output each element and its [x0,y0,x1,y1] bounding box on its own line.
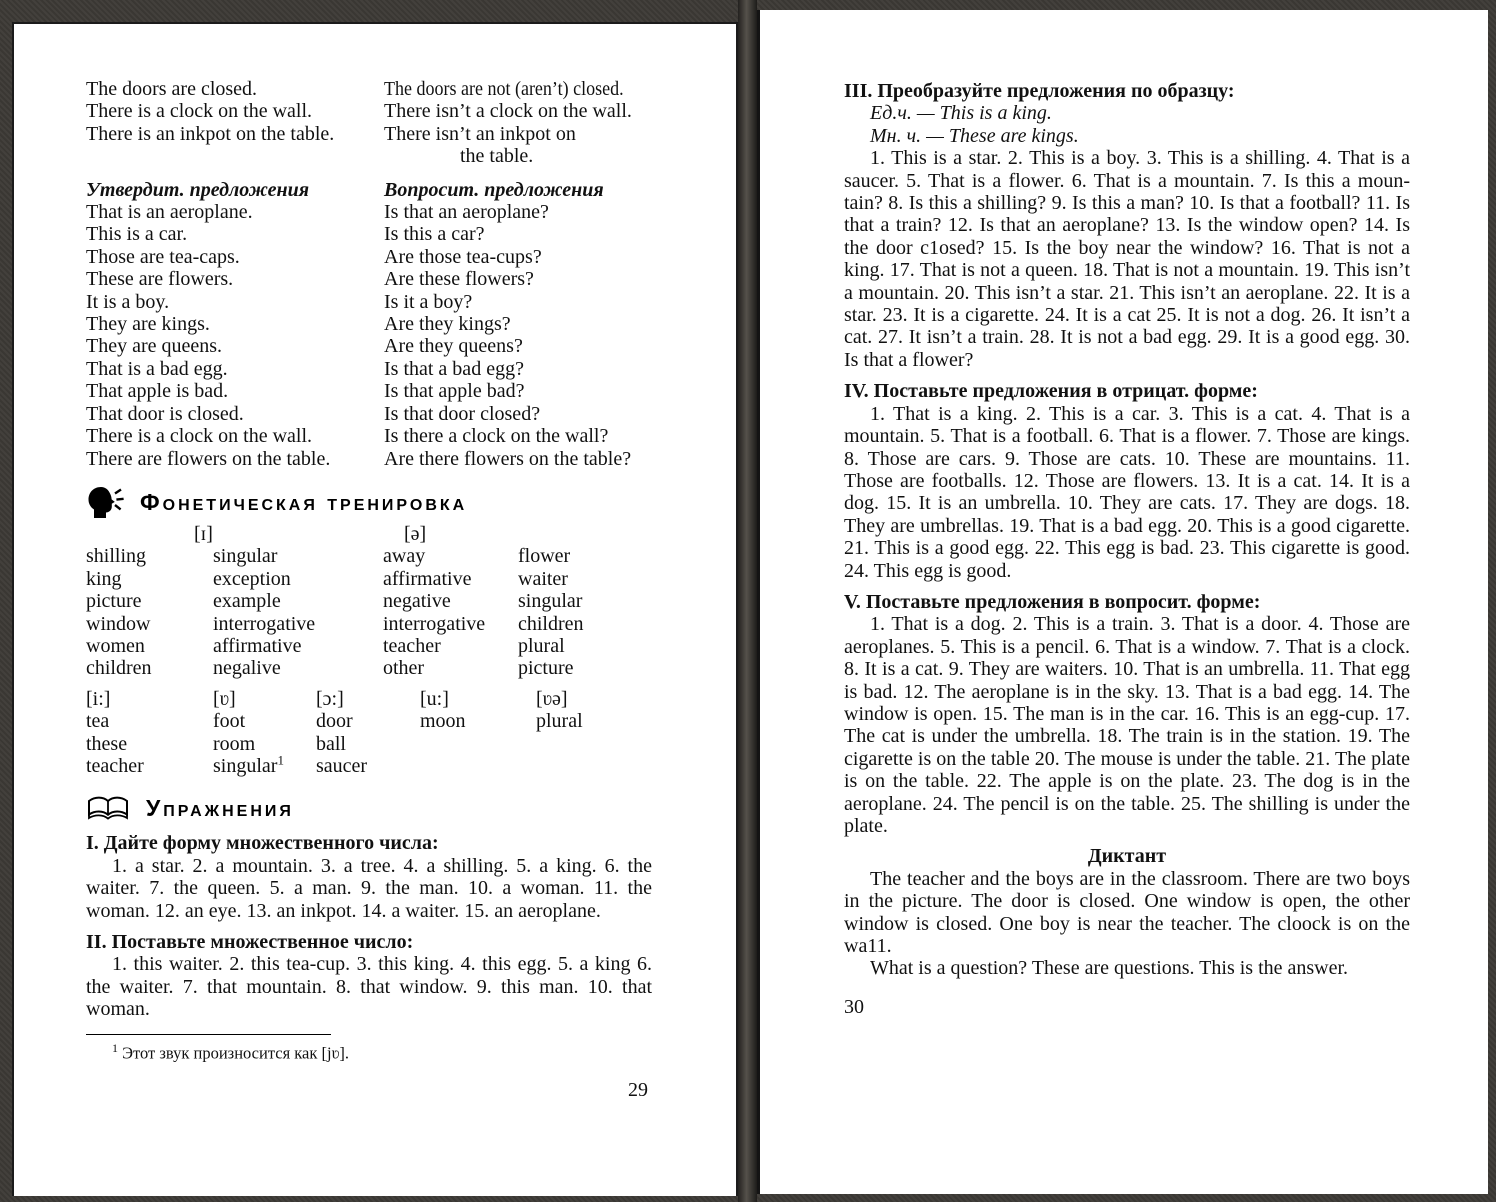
phonetic-word: example [213,590,281,613]
dictation-paragraph: What is a question? These are questions. This is the answer. [870,957,1349,980]
sentence-affirmative: These are flowers. [86,268,234,291]
sentence-affirmative: That door is closed. [86,402,244,425]
phonetic-column [383,545,518,679]
phonetic-column [420,688,536,778]
phonetic-word: picture [86,590,142,613]
phonetic-word: foot [213,710,246,733]
sentence-interrogative: Are they kings? [384,313,511,336]
sentence-line: There isn’t an inkpot on [384,122,576,145]
phonetic-word: negalive [213,657,281,680]
phonetic-column [518,545,584,679]
exercises-right [844,80,1410,837]
sentence-affirmative: They are queens. [86,335,223,358]
phonetic-word: children [518,612,584,635]
phonetic-word: room [213,732,256,755]
sentence-interrogative: Is there a clock on the wall? [384,425,609,448]
phonetic-word: singular [518,590,583,613]
exercise-body: 1. this waiter. 2. this tea-cup. 3. this king. 4. this egg. 5. a king 6. the waiter. 7. that mountain. 8. that window. 9. this man. 10. that woman. [86,953,652,1021]
sentence-affirmative: There are flowers on the table. [86,447,331,470]
exercise-label: I. Дайте форму множественного числа: [86,832,439,855]
sentence-negative [384,123,652,168]
phonetic-word: flower [518,545,571,568]
phonetic-word: interrogative [383,612,486,635]
dictation-title: Диктант [1087,845,1167,868]
phonetic-word: saucer [316,754,368,777]
sentence-affirmative: There is an inkpot on the table. [86,122,335,145]
phonetic-symbols-row [86,523,652,545]
phonetic-word: singular [213,545,278,568]
phonetic-word: teacher [86,754,144,777]
exercise-block [844,80,1410,371]
phonetic-word: interrogative [213,612,316,635]
page-30 [757,10,1488,1194]
phonetic-word: window [86,612,151,635]
phonetic-symbol: [i:] [86,687,111,710]
footnote-text: Этот звук произносится как [jʋ]. [122,1043,349,1063]
intro-sentence-pairs [86,78,652,168]
phonetic-word-table-1 [86,545,652,679]
exercises-left [86,832,652,1020]
sentence-interrogative: Are those tea-cups? [384,245,542,268]
phonetics-section-heading [86,486,652,519]
phonetics-section-title: Фонетическая тренировка [140,489,468,516]
sentence-negative [384,78,652,100]
page-29 [12,22,738,1196]
dictation-paragraph: The teacher and the boys are in the classroom. There are two boys in the picture. The door is closed. One window is open, the other window is closed. One boy is near the teacher. The cloock is on the wa11. [844,867,1410,958]
dictation-paragraphs [844,868,1410,980]
phonetic-word: women [86,634,145,657]
sentence-line: The doors are not (aren’t) closed. [384,78,624,100]
exercise-label: V. Поставьте предложения в вопросит. форме: [844,590,1261,613]
phonetic-column [213,688,316,778]
sentence-interrogative: Are these flowers? [384,268,534,291]
phonetic-column [213,545,383,679]
speaking-head-icon [86,486,124,519]
sentence-affirmative: There is a clock on the wall. [86,100,313,123]
exercise-label: II. Поставьте множественное число: [86,930,414,953]
footnote-mark: 1 [112,1040,118,1055]
exercise-block [844,380,1410,582]
sentence-affirmative: The doors are closed. [86,78,258,100]
phonetic-word: king [86,567,122,590]
phonetic-word: singular$^1$ [213,752,284,777]
phonetic-word: exception [213,567,291,590]
sentence-interrogative: Is that an aeroplane? [384,201,549,224]
exercise-body: 1. That is a king. 2. This is a car. 3. This is a cat. 4. That is a mountain. 5. That is a football. 6. That is a flower. 7. Those are kings. 8. Those are cars. 9. Those are cats. 10. These are mountains. 11. Those are footballs. 12. Those are flowers. 13. It is a cat. 14. It is a dog. 15. It is an umbrella. 10. They are cats. 17. They are dogs. 18. They are umbrellas. 19. That is a bad egg. 20. This is a good cigarette. 21. This is a good egg. 22. This egg is bad. 23. This cigarette is good. 24. This egg is good. [844,402,1410,582]
footnote [86,1038,652,1064]
sentence-affirmative: They are kings. [86,313,210,336]
phonetic-column [86,545,213,679]
phonetic-word: affirmative [213,634,302,657]
sentence-affirmative: This is a car. [86,223,188,246]
phonetic-word: affirmative [383,567,472,590]
phonetic-word: moon [420,710,466,733]
phonetic-word: plural [536,710,583,733]
statement-sentence-pairs [86,201,652,470]
phonetic-word: waiter [518,567,568,590]
phonetic-word: door [316,710,353,733]
sentence-affirmative: There is a clock on the wall. [86,425,313,448]
exercise-body: 1. a star. 2. a mountain. 3. a tree. 4. a shilling. 5. a king. 6. the waiter. 7. the queen. 5. a man. 9. the man. 10. a woman. 11. the woman. 12. an eye. 13. an inkpot. 14. a waiter. 15. an aeroplane. [86,854,652,922]
phonetic-word: children [86,657,152,680]
exercises-section-title: Упражнения [146,795,294,822]
sentence-interrogative: Is that a bad egg? [384,357,524,380]
phonetic-symbol: [ʋ] [213,687,236,710]
book-spine [738,0,757,1202]
phonetic-word: other [383,657,425,680]
sentence-interrogative: Is it a boy? [384,290,473,313]
exercise-block [844,591,1410,837]
sentence-affirmative: It is a boy. [86,290,170,313]
open-book-icon [86,795,130,822]
phonetic-column [536,688,583,778]
exercise-block [86,931,652,1021]
sentence-line: There isn’t a clock on the wall. [384,100,632,123]
phonetic-word: away [383,545,426,568]
sentence-interrogative: Is that door closed? [384,402,541,425]
exercise-block [86,832,652,922]
phonetic-word: tea [86,710,110,733]
exercise-example-line: Ед.ч. — This is a king. [870,102,1052,125]
sentence-affirmative: That apple is bad. [86,380,229,403]
sentence-interrogative: Is that apple bad? [384,380,525,403]
sentence-line: the table. [460,145,534,168]
phonetic-word: negative [383,590,451,613]
exercise-example-line: Мн. ч. — These are kings. [870,124,1079,147]
sentence-interrogative: Are there flowers on the table? [384,447,632,470]
exercises-section-heading [86,793,652,823]
footnote-mark: 1 [277,752,284,768]
sentence-interrogative: Are they queens? [384,335,523,358]
sentence-affirmative: That is a bad egg. [86,357,228,380]
statement-column-headers [86,179,652,201]
phonetic-word: these [86,732,128,755]
phonetic-word: plural [518,634,565,657]
exercise-body: 1. That is a dog. 2. This is a train. 3. That is a door. 4. Those are aeroplanes. 5. This is a pencil. 6. That is a window. 7. That is a clock. 8. It is a cat. 9. They are waiters. 10. That is an umbrella. 11. That egg is bad. 12. The aeroplane is in the sky. 13. That is a bad egg. 14. The window is open. 15. The man is in the car. 16. This is an egg-cup. 17. The cat is under the umbrella. 18. The train is in the station. 19. The cigarette is on the table 20. The mouse is under the table. 21. The plate is on the table. 22. The apple is on the plate. 23. The dog is in the aeroplane. 24. The pencil is on the table. 25. The shilling is under the plate. [844,613,1410,837]
sentence-interrogative: Is this a car? [384,223,485,246]
phonetic-symbol: [ɪ] [194,522,213,545]
sentence-affirmative: That is an aeroplane. [86,201,253,224]
phonetic-word: picture [518,657,574,680]
affirmative-column-header: Утвердит. предложения [86,178,309,201]
footnote-rule [86,1034,331,1035]
phonetic-symbol: [ə] [404,522,427,545]
exercise-body: 1. This is a star. 2. This is a boy. 3. This is a shilling. 4. That is a saucer. 5. That is a flower. 6. That is a mountain. 7. Is this a moun-tain? 8. Is this a shilling? 9. Is this a man? 10. Is that a football? 11. Is that a train? 12. Is that an aeroplane? 13. Is the window open? 14. Is the door c1osed? 15. Is the boy near the window? 16. That is not a king. 17. That is not a queen. 18. That is not a mountain. 19. This isn’t a mountain. 20. This isn’t a star. 21. This isn’t an aeroplane. 22. It is a star. 23. It is a cigarette. 24. It is a cat 25. It is not a dog. 26. It isn’t a cat. 27. It isn’t a train. 28. It is not a bad egg. 29. It is a good egg. 30. Is that a flower? [844,147,1410,371]
phonetic-word: teacher [383,634,441,657]
sentence-negative [384,100,652,122]
phonetic-column [316,688,420,778]
phonetic-word-table-2 [86,688,652,778]
phonetic-word: shilling [86,545,147,568]
phonetic-word: ball [316,732,346,755]
interrogative-column-header: Вопросит. предложения [384,178,604,201]
page-number-30: 30 [844,995,864,1018]
phonetic-symbol: [ʋə] [536,687,568,710]
exercise-label: IV. Поставьте предложения в отрицат. форме: [844,380,1258,403]
page-number-29: 29 [628,1079,648,1102]
phonetic-symbol: [ɔ:] [316,687,344,710]
phonetic-symbol: [u:] [420,687,449,710]
exercise-label: III. Преобразуйте предложения по образцу: [844,80,1235,102]
sentence-affirmative: Those are tea-caps. [86,245,240,268]
phonetic-column [86,688,213,778]
